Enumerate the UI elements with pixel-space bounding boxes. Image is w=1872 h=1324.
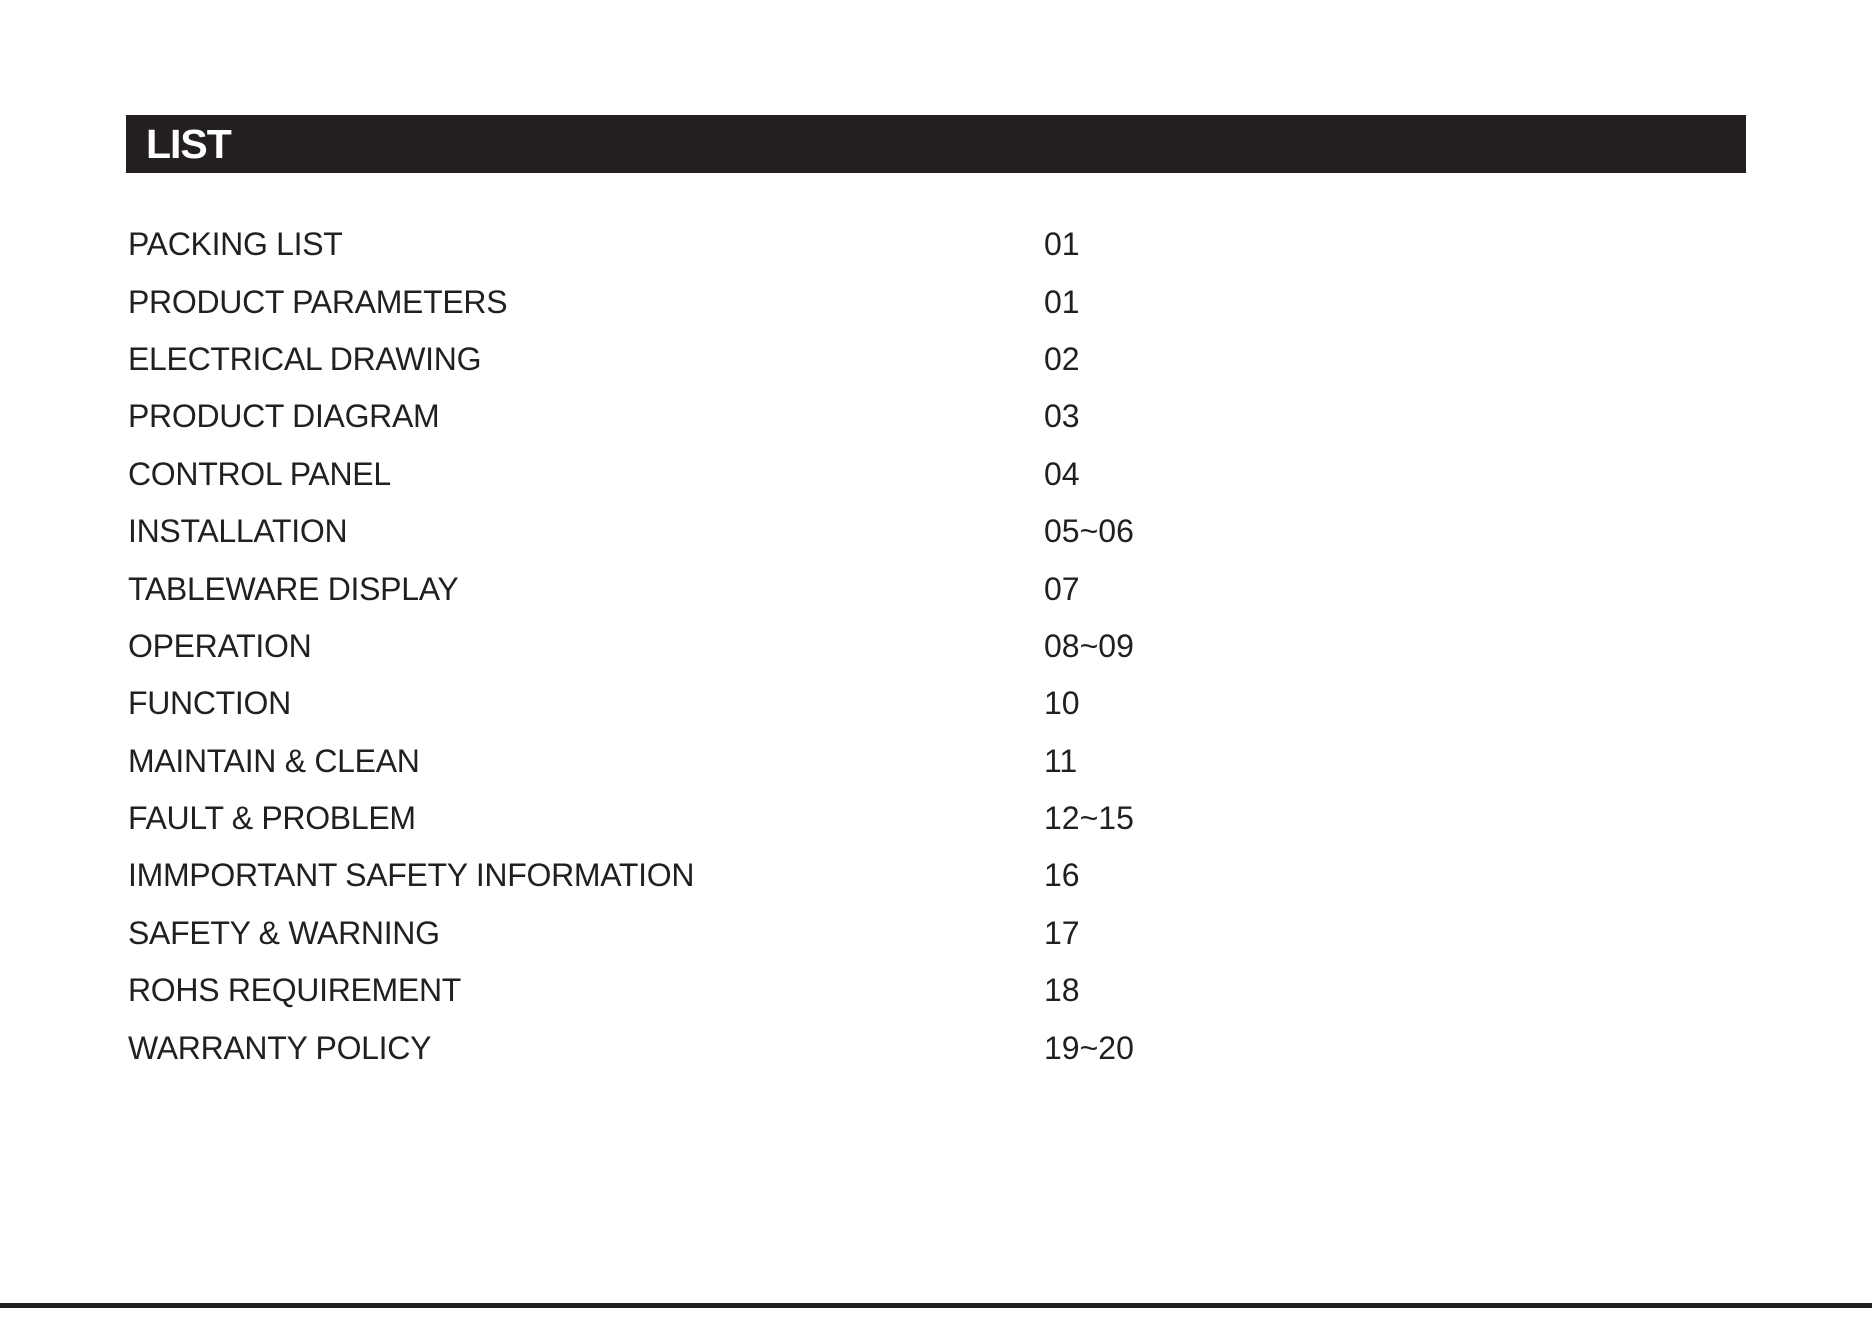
toc-row[interactable]: [128, 503, 1328, 560]
toc-entry-label: PRODUCT DIAGRAM: [128, 398, 440, 435]
page-title: LIST: [146, 120, 231, 167]
toc-row[interactable]: [128, 273, 1328, 330]
toc-row[interactable]: [128, 331, 1328, 388]
toc-row[interactable]: [128, 847, 1328, 904]
toc-row[interactable]: [128, 446, 1328, 503]
toc-row[interactable]: [128, 733, 1328, 790]
toc-entry-page: 10: [1044, 685, 1080, 722]
toc-row[interactable]: [128, 216, 1328, 273]
toc-entry-label: INSTALLATION: [128, 513, 348, 550]
toc-row[interactable]: [128, 962, 1328, 1019]
toc-entry-label: FAULT & PROBLEM: [128, 800, 416, 837]
toc-entry-label: MAINTAIN & CLEAN: [128, 742, 420, 779]
toc-entry-page: 05~06: [1044, 513, 1134, 550]
toc-entry-label: ELECTRICAL DRAWING: [128, 340, 482, 377]
toc-entry-label: SAFETY & WARNING: [128, 914, 440, 951]
table-of-contents: [128, 216, 1328, 1077]
toc-row[interactable]: [128, 905, 1328, 962]
toc-entry-label: CONTROL PANEL: [128, 455, 391, 492]
toc-entry-page: 16: [1044, 857, 1080, 894]
toc-entry-label: FUNCTION: [128, 685, 291, 722]
toc-entry-page: 04: [1044, 455, 1080, 492]
toc-row[interactable]: [128, 388, 1328, 445]
toc-entry-page: 19~20: [1044, 1029, 1134, 1066]
toc-entry-page: 01: [1044, 226, 1080, 263]
toc-row[interactable]: [128, 618, 1328, 675]
toc-entry-page: 08~09: [1044, 627, 1134, 664]
toc-entry-page: 02: [1044, 340, 1080, 377]
toc-entry-page: 07: [1044, 570, 1080, 607]
toc-row[interactable]: [128, 675, 1328, 732]
toc-row[interactable]: [128, 560, 1328, 617]
toc-entry-label: WARRANTY POLICY: [128, 1029, 432, 1066]
toc-entry-page: 17: [1044, 914, 1080, 951]
toc-row[interactable]: [128, 1019, 1328, 1076]
toc-entry-page: 12~15: [1044, 800, 1134, 837]
toc-entry-page: 01: [1044, 283, 1080, 320]
toc-entry-label: OPERATION: [128, 627, 312, 664]
toc-row[interactable]: [128, 790, 1328, 847]
toc-entry-page: 18: [1044, 972, 1080, 1009]
bottom-rule: [0, 1303, 1872, 1308]
header-bar: [126, 115, 1746, 173]
toc-entry-label: PACKING LIST: [128, 226, 343, 263]
toc-entry-label: TABLEWARE DISPLAY: [128, 570, 459, 607]
toc-entry-label: ROHS REQUIREMENT: [128, 972, 461, 1009]
toc-entry-page: 03: [1044, 398, 1080, 435]
toc-entry-page: 11: [1044, 742, 1078, 779]
toc-entry-label: PRODUCT PARAMETERS: [128, 283, 508, 320]
toc-entry-label: IMMPORTANT SAFETY INFORMATION: [128, 857, 695, 894]
